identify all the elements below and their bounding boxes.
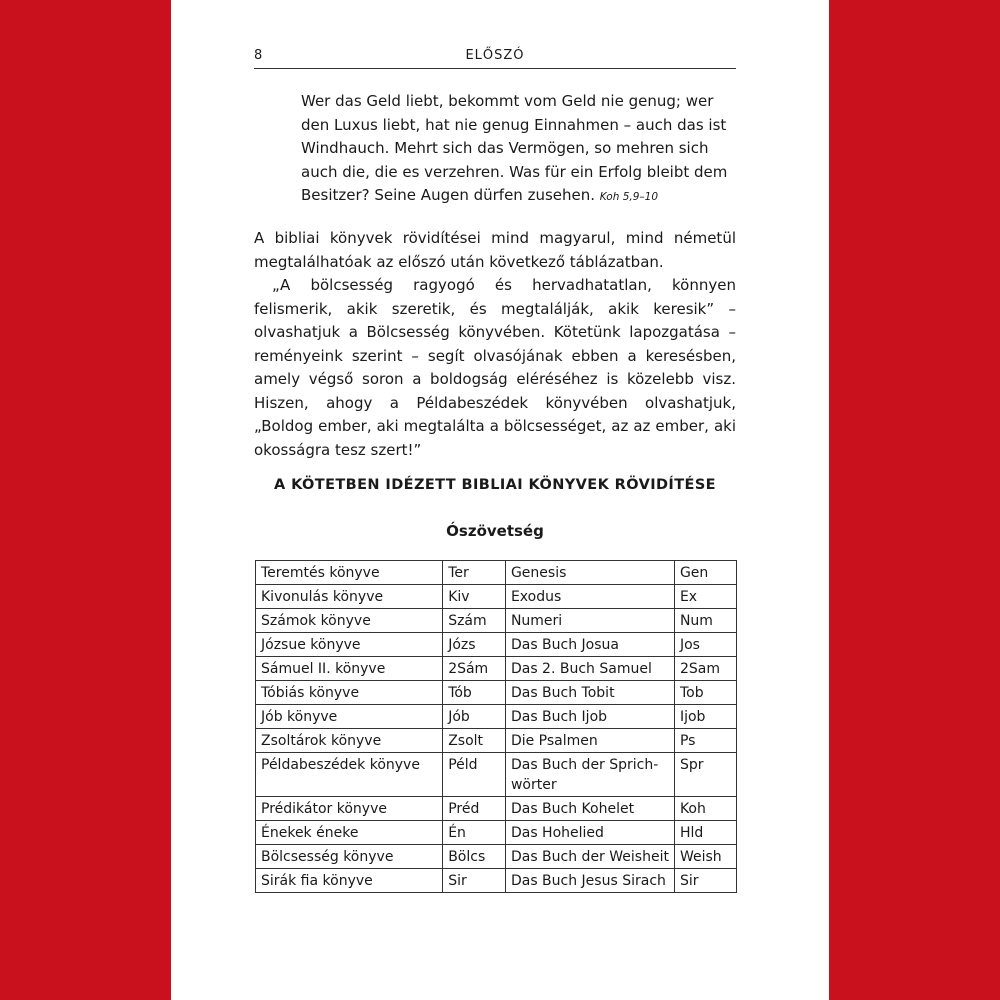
page-number: 8 [254,48,263,63]
german-abbr-cell: Sir [674,869,736,893]
running-header [254,46,736,69]
german-abbr-cell: Num [674,609,736,633]
table-row [256,753,737,797]
german-name-cell: Das Buch Josua [505,633,674,657]
hungarian-abbr-cell: Szám [443,609,506,633]
hungarian-abbr-cell: Préd [443,797,506,821]
german-abbr-cell: Ijob [674,705,736,729]
table-row [256,657,737,681]
german-name-cell: Das Buch der Sprichwörter [505,753,674,797]
hungarian-name-cell: Sirák fia könyve [256,869,443,893]
german-name-cell: Das Buch Kohelet [505,797,674,821]
paragraph: „A bölcsesség ragyogó és hervadhatatlan, könnyen felismerik, akik szeretik, és megtalálják, akik keresik” – olvashatjuk a Bölcsesség könyvében. Kötetünk lapozgatása – reményeink szerint – segít olvasójának ebben a keresésben, amely végső soron a boldogság eléréséhez is közelebb visz. Hiszen, ahogy a Példabeszédek könyvében olvashatjuk, „Boldog ember, aki megtalálta a bölcsességet, az az ember, aki okosságra tesz szert!” [254,276,736,459]
hungarian-abbr-cell: Kiv [443,585,506,609]
hungarian-name-cell: Kivonulás könyve [256,585,443,609]
table-row [256,609,737,633]
german-name-cell: Das Buch Jesus Sirach [505,869,674,893]
german-abbr-cell: Jos [674,633,736,657]
table-row [256,561,737,585]
german-abbr-cell: Gen [674,561,736,585]
hungarian-abbr-cell: 2Sám [443,657,506,681]
abbreviation-table [255,560,737,893]
hungarian-abbr-cell: Sir [443,869,506,893]
hungarian-name-cell: Példabeszédek könyve [256,753,443,797]
epigraph-quote [301,90,741,210]
hungarian-name-cell: Énekek éneke [256,821,443,845]
hungarian-name-cell: Prédikátor könyve [256,797,443,821]
german-name-cell: Exodus [505,585,674,609]
table-row [256,705,737,729]
german-abbr-cell: Koh [674,797,736,821]
hungarian-abbr-cell: Tób [443,681,506,705]
hungarian-name-cell: Jób könyve [256,705,443,729]
german-abbr-cell: Hld [674,821,736,845]
hungarian-name-cell: Teremtés könyve [256,561,443,585]
german-name-cell: Das Buch Ijob [505,705,674,729]
hungarian-abbr-cell: Zsolt [443,729,506,753]
german-name-cell: Das Buch der Weisheit [505,845,674,869]
german-abbr-cell: Weish [674,845,736,869]
quote-text: Wer das Geld liebt, bekommt vom Geld nie genug; wer den Luxus liebt, hat nie genug Einnahmen – auch das ist Windhauch. Mehrt sich das Vermögen, so mehren sich auch die, die es verzehren. Was für ein Erfolg bleibt dem Besitzer? Seine Augen dürfen zusehen. [301,92,728,204]
german-name-cell: Das 2. Buch Samuel [505,657,674,681]
german-name-cell: Genesis [505,561,674,585]
section-heading: A KÖTETBEN IDÉZETT BIBLIAI KÖNYVEK RÖVIDÍTÉSE [274,477,716,493]
table-row [256,633,737,657]
german-name-cell: Numeri [505,609,674,633]
table-row [256,681,737,705]
quote-reference: Koh 5,9–10 [599,191,659,203]
german-name-cell: Das Hohelied [505,821,674,845]
hungarian-abbr-cell: Jób [443,705,506,729]
hungarian-name-cell: Zsoltárok könyve [256,729,443,753]
table-row [256,729,737,753]
german-abbr-cell: Tob [674,681,736,705]
german-abbr-cell: Spr [674,753,736,797]
body-text [254,227,736,462]
table-row [256,869,737,893]
table-row [256,845,737,869]
hungarian-abbr-cell: Én [443,821,506,845]
hungarian-name-cell: Bölcsesség könyve [256,845,443,869]
table-row [256,585,737,609]
chapter-title: ELŐSZÓ [465,48,525,63]
subsection-heading: Ószövetség [446,522,544,540]
hungarian-abbr-cell: Ter [443,561,506,585]
paragraph: A bibliai könyvek rövidítései mind magyarul, mind németül megtalálhatóak az előszó után következő táblázatban. [254,229,736,271]
hungarian-abbr-cell: Józs [443,633,506,657]
table-row [256,821,737,845]
german-abbr-cell: Ex [674,585,736,609]
hungarian-name-cell: Számok könyve [256,609,443,633]
hungarian-abbr-cell: Péld [443,753,506,797]
table-row [256,797,737,821]
hungarian-name-cell: Józsue könyve [256,633,443,657]
german-abbr-cell: Ps [674,729,736,753]
hungarian-name-cell: Sámuel II. könyve [256,657,443,681]
german-name-cell: Die Psalmen [505,729,674,753]
hungarian-name-cell: Tóbiás könyve [256,681,443,705]
german-name-cell: Das Buch Tobit [505,681,674,705]
hungarian-abbr-cell: Bölcs [443,845,506,869]
book-page [171,0,829,1000]
german-abbr-cell: 2Sam [674,657,736,681]
